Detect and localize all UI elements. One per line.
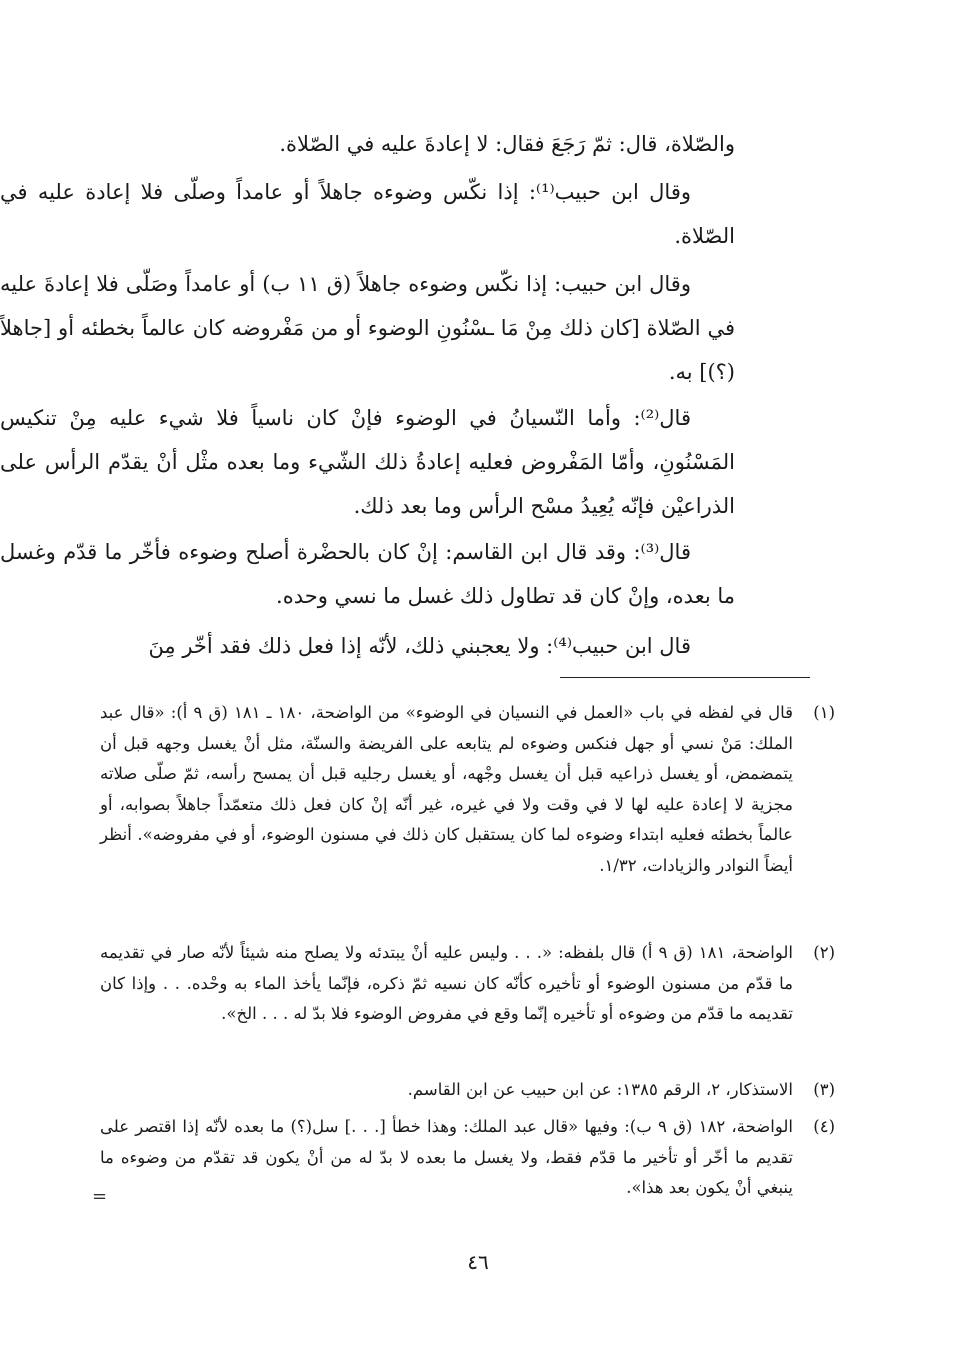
paragraph-5: قال⁽³⁾: وقد قال ابن القاسم: إنْ كان بالحضْرة أصلح وضوءه فأخّر ما قدّم وغسل ما بعده، وإنْ كان قد تطاول ذلك غسل ما نسي وحده. (0, 540, 735, 608)
footnote-text: قال في لفظه في باب «العمل في النسيان في الوضوء» من الواضحة، ١٨٠ ـ ١٨١ (ق ٩ أ): «قال عبد الملك: مَنْ نسي أو جهل فنكس وضوءه لم يتابعه على الفريضة والسنّة، مثل أنْ يغسل وجهه قبل أن يتمضمض، أو يغسل ذراعيه قبل أن يغسل وجْهه، أو يغسل رجليه قبل أن يمسح رأسه، ثمّ صلّى صلاته مجزية لا إعادة عليه لها لا في وقت ولا في غيره، غير أنّه إنْ كان فعل ذلك متعمّداً جاهلاً بصوابه، أو عالماً بخطئه فعليه ابتداء وضوءه لما كان يستقبل كان ذلك في مسنون الوضوء، أو في مفروضه». أنظر أيضاً النوادر والزيادات، ١/٣٢. (100, 703, 794, 875)
paragraph-4: قال⁽²⁾: وأما النّسيانُ في الوضوء فإنْ كان ناسياً فلا شيء عليه مِنْ تنكيس المَسْنُونِ، وأمّا المَفْروض فعليه إعادةُ ذلك الشّيء وما بعده مثْل أنْ يقدّم الرأس على الذراعيْن فإنّه يُعِيدُ مسْح الرأس وما بعد ذلك. (0, 406, 735, 518)
margin-mark: = (92, 1186, 108, 1207)
footnote-number: (٣) (813, 1080, 835, 1099)
paragraph-6: قال ابن حبيب⁽⁴⁾: ولا يعجبني ذلك، لأنّه إذا فعل ذلك فقد أخّر مِنَ (148, 634, 691, 658)
footnote-2 (100, 938, 835, 1030)
footnote-3 (100, 1075, 835, 1106)
paragraph-3: وقال ابن حبيب: إذا نكّس وضوءه جاهلاً (ق ١١ ب) أو عامداً وصَلّى فلا إعادةَ عليه في الصّلاة [كان ذلك مِنْ مَا ـسْنُونِ الوضوء أو من مَفْروضه كان عالماً بخطئه أو [جاهلاً (؟)] به. (0, 272, 735, 384)
footnote-text: الواضحة، ١٨١ (ق ٩ أ) قال بلفظه: «. . . وليس عليه أنْ يبتدئه ولا يصلح منه شيئاً لأنّه صار في تقديمه ما قدّم من مسنون الوضوء أو تأخيره كأنّه كان نسيه ثمّ ذكره، فإنّما يأخذ الماء به وحْده. . . وإذا كان تقديمه ما قدّم من وضوءه أو تأخيره إنّما وقع في مفروض الوضوء فلا بدّ له . . . الخ». (100, 943, 793, 1023)
footnote-number: (١) (813, 703, 835, 722)
paragraph-2: وقال ابن حبيب⁽¹⁾: إذا نكّس وضوءه جاهلاً أو عامداً وصلّى فلا إعادة عليه في الصّلاة. (0, 180, 735, 248)
footnote-1 (100, 698, 835, 881)
footnote-separator (560, 677, 810, 678)
footnote-number: (٤) (813, 1117, 835, 1136)
footnote-4 (100, 1112, 835, 1204)
footnote-number: (٢) (813, 943, 835, 962)
footnote-text: الاستذكار، ٢، الرقم ١٣٨٥: عن ابن حبيب عن ابن القاسم. (407, 1080, 793, 1099)
page-number: ٤٦ (467, 1250, 489, 1274)
footnote-text: الواضحة، ١٨٢ (ق ٩ ب): وفيها «قال عبد الملك: وهذا خطأ [. . .] سل(؟) ما بعده لأنّه إذا اقتصر على تقديم ما أخّر أو تأخير ما قدّم فقط، ولا يغسل ما بعده لا بدّ له من أنْ يكون قد تقدّم من وضوءه ما ينبغي أنْ يكون بعد هذا». (100, 1117, 793, 1197)
paragraph-1: والصّلاة، قال: ثمّ رَجَعَ فقال: لا إعادةَ عليه في الصّلاة. (279, 132, 735, 156)
